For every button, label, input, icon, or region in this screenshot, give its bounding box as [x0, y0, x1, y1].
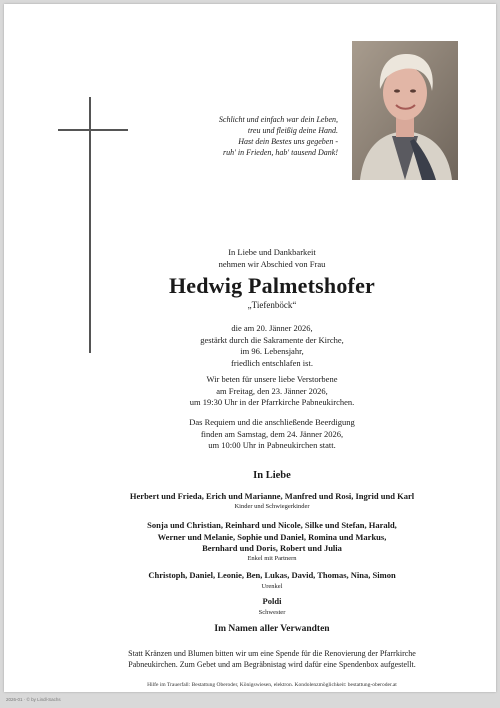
- paragraph-line: gestärkt durch die Sakramente der Kirche,: [200, 334, 344, 345]
- intro-text: [74, 246, 470, 270]
- in-liebe-heading: In Liebe: [253, 470, 291, 481]
- mourners-grandchildren: [74, 520, 470, 555]
- donation-note: [64, 648, 480, 670]
- paragraph-line: um 10:00 Uhr in Pabneukirchen statt.: [208, 440, 336, 450]
- mourners-great-grandchildren: Christoph, Daniel, Leonie, Ben, Lukas, David, Thomas, Nina, Simon: [148, 570, 396, 580]
- prayer-paragraph: [74, 374, 470, 409]
- paragraph-line: im 96. Lebensjahr,: [240, 346, 304, 356]
- relation-label: Kinder und Schwiegerkinder: [234, 503, 310, 510]
- poem-line: treu und fleißig deine Hand.: [247, 126, 338, 135]
- funeral-home-footer: Hilfe im Trauerfall: Bestattung Oberoder, Königswiesen, elektron. Kondolenzmöglichkeit: bestattung-oberoder.at: [147, 682, 397, 688]
- intro-line: nehmen wir Abschied von Frau: [218, 259, 326, 269]
- deceased-name: Hedwig Palmetshofer: [168, 273, 376, 298]
- cross-icon: [89, 97, 91, 353]
- parte-sheet: [4, 4, 496, 692]
- paragraph-line: Das Requiem und die anschließende Beerdigung: [189, 417, 355, 427]
- paragraph-line: finden am Samstag, dem 24. Jänner 2026,: [200, 428, 344, 439]
- paragraph-line: friedlich entschlafen ist.: [231, 357, 313, 368]
- poem-line: Hast dein Bestes uns gegeben -: [238, 137, 338, 146]
- note-line: Pabneukirchen. Zum Gebet und am Begräbnistag wird dafür eine Spendenbox aufgestellt.: [128, 660, 416, 669]
- paragraph-line: am Freitag, den 23. Jänner 2026,: [216, 385, 328, 396]
- mourners-sister: Poldi: [262, 596, 282, 606]
- mourners-line: Werner und Melanie, Sophie und Daniel, Romina und Markus,: [157, 531, 387, 542]
- relation-label: Urenkel: [261, 583, 283, 590]
- intro-line: In Liebe und Dankbarkeit: [228, 247, 316, 257]
- paragraph-line: die am 20. Jänner 2026,: [231, 323, 313, 333]
- mourners-line: Bernhard und Doris, Robert und Julia: [202, 543, 342, 553]
- relatives-line: Im Namen aller Verwandten: [214, 624, 330, 634]
- note-line: Statt Kränzen und Blumen bitten wir um eine Spende für die Renovierung der Pfarrkirche: [128, 649, 416, 658]
- mourners-children: Herbert und Frieda, Erich und Marianne, Manfred und Rosi, Ingrid und Karl: [129, 491, 415, 501]
- cross-icon-bar: [58, 129, 128, 131]
- deceased-nickname: „Tiefenböck“: [247, 300, 297, 310]
- mourners-line: Sonja und Christian, Reinhard und Nicole, Silke und Stefan, Harald,: [147, 520, 397, 530]
- paragraph-line: um 19:30 Uhr in der Pfarrkirche Pabneukirchen.: [189, 397, 355, 407]
- paragraph-line: Wir beten für unsere liebe Verstorbene: [206, 374, 338, 384]
- death-notice-paragraph: [74, 323, 470, 369]
- deceased-portrait-photo: [352, 41, 458, 180]
- poem-line: Schlicht und einfach war dein Leben,: [218, 115, 338, 124]
- relation-label: Schwester: [258, 609, 286, 616]
- poem: [138, 114, 338, 158]
- relation-label: Enkel mit Partnern: [247, 555, 297, 562]
- print-tag: 2026-01 · © by Lindl-Sachs: [6, 697, 61, 702]
- requiem-paragraph: [74, 417, 470, 452]
- poem-line: ruh' in Frieden, hab' tausend Dank!: [223, 148, 338, 157]
